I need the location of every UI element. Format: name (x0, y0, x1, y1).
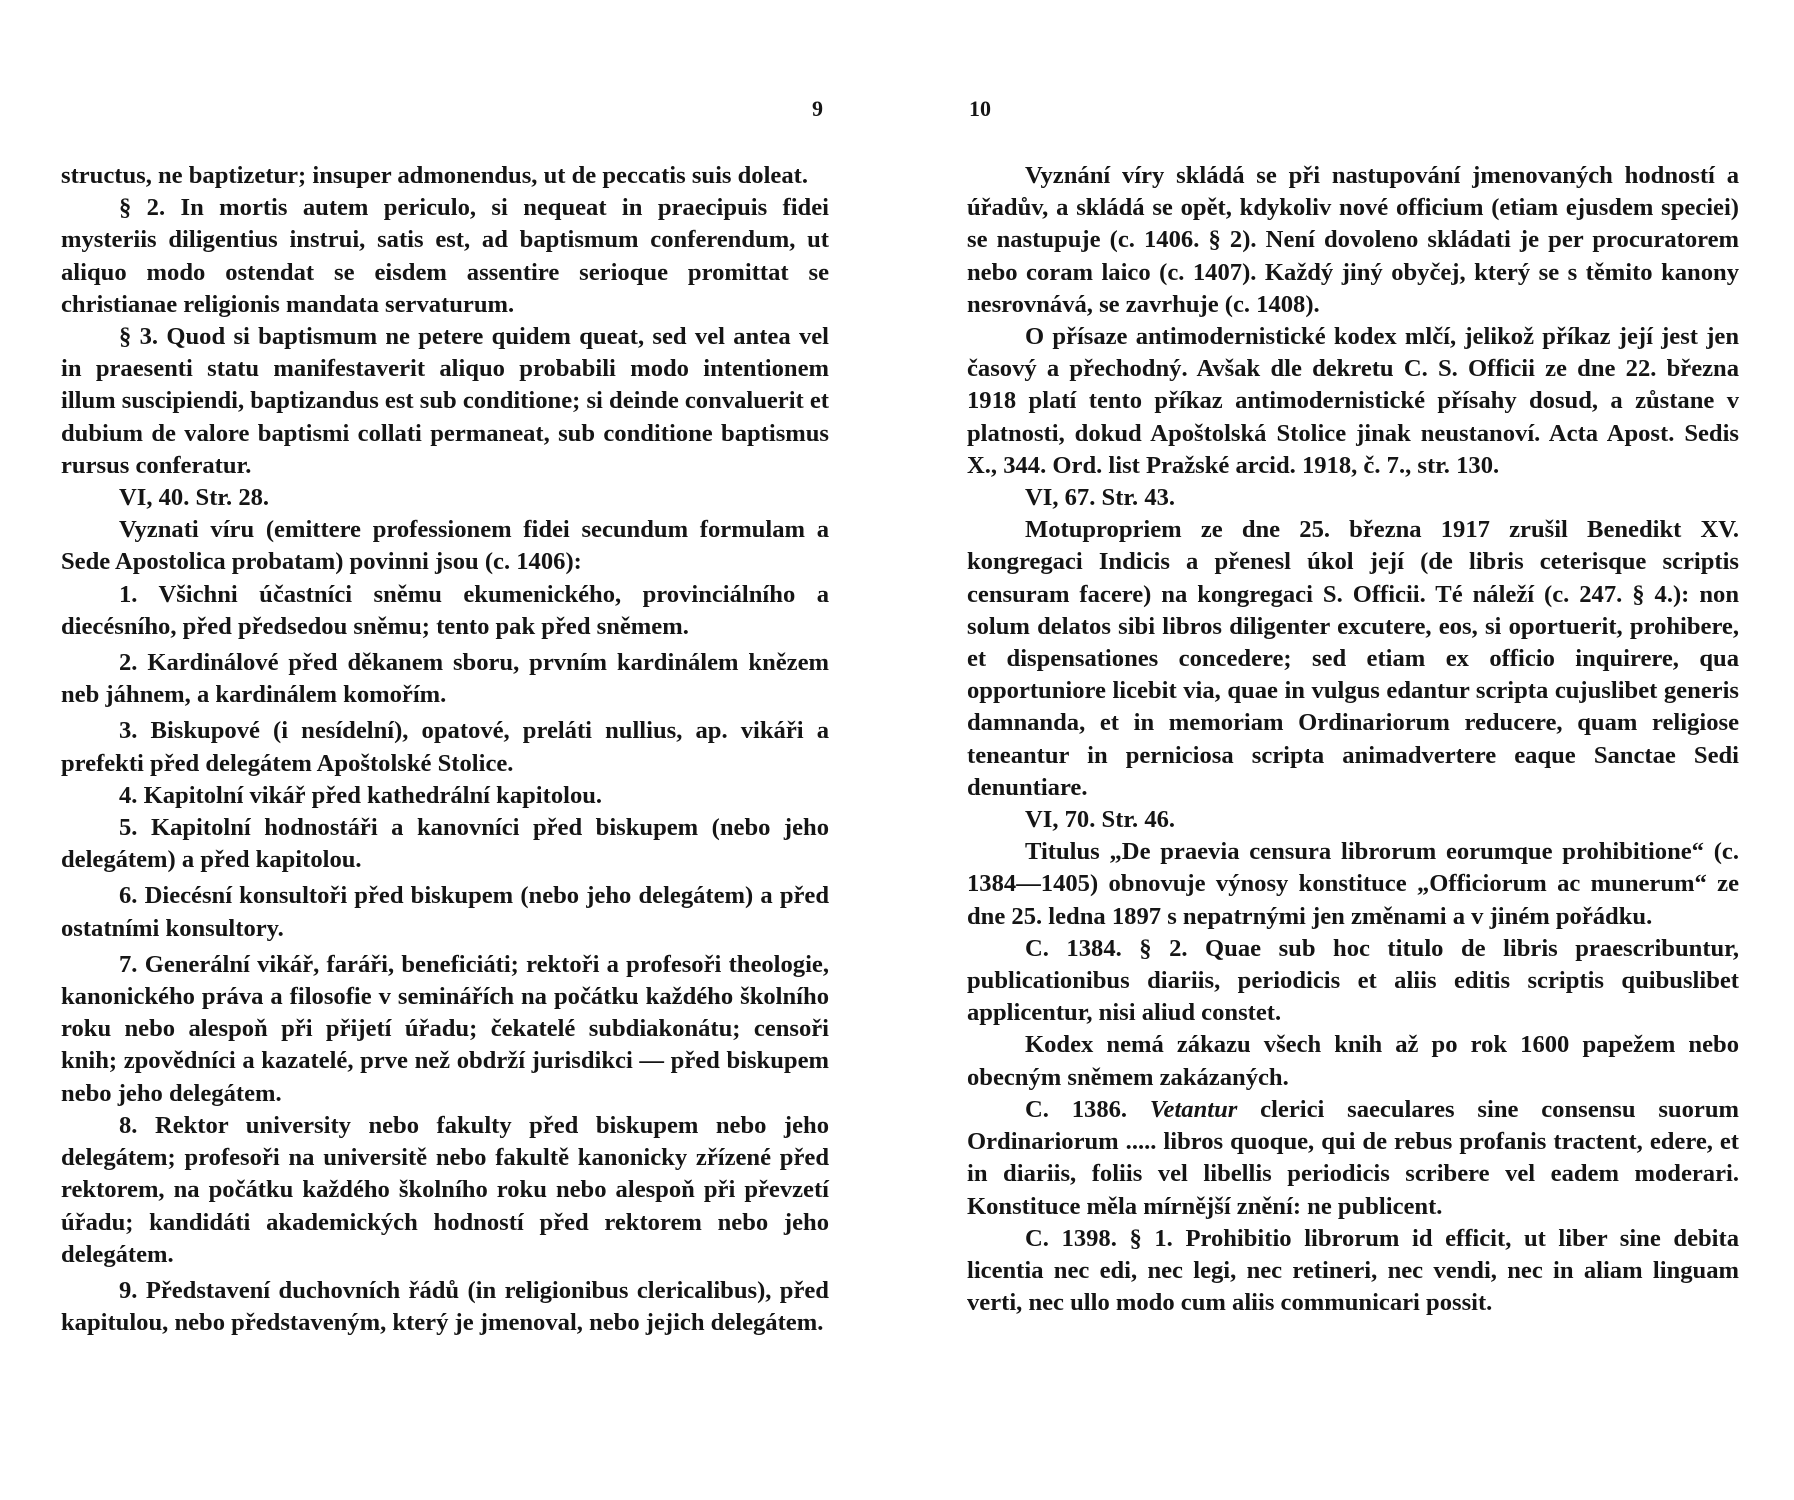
paragraph (967, 1094, 1739, 1223)
list-item: 7. Generální vikář, faráři, beneficiáti; rektoři a profesoři theologie, kanonického práva a filosofie v seminářích na počátku každého školního roku nebo alespoň při přijetí úřadu; čekatelé subdiakonátu; censoři knih; zpovědníci a kazatelé, prve než obdrží jurisdikci — před biskupem nebo jeho delegátem. (61, 950, 829, 1107)
page-number: 10 (969, 96, 991, 121)
right-page (900, 0, 1794, 1500)
right-page-text (967, 160, 1739, 1319)
list-item: 5. Kapitolní hodnostáři a kanovníci před biskupem (nebo jeho delegátem) a před kapitolou. (61, 814, 829, 874)
list-item: 3. Biskupové (i nesídelní), opatové, preláti nullius, ap. vikáři a prefekti před delegátem Apoštolské Stolice. (61, 717, 829, 777)
list-item: 8. Rektor university nebo fakulty před biskupem nebo jeho delegátem; profesoři na universitě nebo fakultě kanonicky zřízené před rektorem, na počátku každého školního roku nebo alespoň při převzetí úřadu; kandidáti akademických hodností před rektorem nebo jeho delegátem. (61, 1111, 829, 1268)
paragraph-rest: clerici saeculares sine consensu suorum Ordinariorum ..... libros quoque, qui de rebus profanis tractent, edere, et in diariis, foliis vel libellis periodicis scribere vel eadem moderari. Konstituce měla mírnější znění: ne publicent. (967, 1095, 1739, 1220)
paragraph: Motupropriem ze dne 25. března 1917 zrušil Benedikt XV. kongregaci Indicis a přenesl úkol její (de libris ceterisque scriptis censuram facere) na kongregaci S. Officii. Té náleží (c. 247. § 4.): non solum delatos sibi libros diligenter excutere, eos, si oportuerit, prohibere, et dispensationes concedere; sed etiam ex officio inquirere, qua opportuniore licebit via, quae in vulgus edantur scripta cujuslibet generis damnanda, et in memoriam Ordinariorum reducere, quam religiose teneantur in perniciosa scripta animadvertere eaque Sanctae Sedi denuntiare. (967, 516, 1739, 801)
paragraph: § 3. Quod si baptismum ne petere quidem queat, sed vel antea vel in praesenti statu manifestaverit aliquo probabili modo intentionem illum suscipiendi, baptizandus est sub conditione; si deinde convaluerit et dubium de valore baptismi collati permaneat, sub conditione baptismus rursus conferatur. (61, 323, 829, 479)
paragraph: Vyznati víru (emittere professionem fidei secundum formulam a Sede Apostolica probatam) povinni jsou (c. 1406): (61, 516, 829, 576)
list-item: 2. Kardinálové před děkanem sboru, prvním kardinálem knězem neb jáhnem, a kardinálem komořím. (61, 649, 829, 709)
list-item: 1. Všichni účastníci sněmu ekumenického, provinciálního a diecésního, před předsedou sněmu; tento pak před sněmem. (61, 580, 829, 640)
reference-line: VI, 67. Str. 43. (1025, 484, 1176, 512)
paragraph: Titulus „De praevia censura librorum eorumque prohibitione“ (c. 1384—1405) obnovuje výnosy konstituce „Officiorum ac munerum“ ze dne 25. ledna 1897 s nepatrnými jen změnami a v jiném pořádku. (967, 838, 1739, 930)
list-item: 6. Diecésní konsultoři před biskupem (nebo jeho delegátem) a před ostatními konsultory. (61, 882, 829, 942)
canon-number: C. 1386. (1025, 1095, 1150, 1123)
paragraph: C. 1384. § 2. Quae sub hoc titulo de libris praescribuntur, publicationibus diariis, periodicis et aliis editis scriptis quibuslibet applicentur, nisi aliud constet. (967, 934, 1739, 1027)
paragraph: § 2. In mortis autem periculo, si nequeat in praecipuis fidei mysteriis diligentius instrui, satis est, ad baptismum conferendum, ut aliquo modo ostendat se eisdem assentire serioque promittat se christianae religionis mandata servaturum. (61, 194, 829, 318)
paragraph: C. 1398. § 1. Prohibitio librorum id efficit, ut liber sine debita licentia nec edi, nec legi, nec retineri, nec vendi, nec in aliam linguam verti, nec ullo modo cum aliis communicari possit. (967, 1224, 1739, 1317)
page-number: 9 (812, 96, 823, 121)
paragraph: structus, ne baptizetur; insuper admonendus, ut de peccatis suis doleat. (61, 162, 808, 189)
list-item: 9. Představení duchovních řádů (in religionibus clericalibus), před kapitulou, nebo představeným, který je jmenoval, nebo jejich delegátem. (61, 1276, 829, 1337)
paragraph: Kodex nemá zákazu všech knih až po rok 1600 papežem nebo obecným sněmem zakázaných. (967, 1031, 1739, 1091)
italic-word: Vetantur (1149, 1095, 1238, 1123)
left-page-text (61, 160, 829, 1339)
reference-line: VI, 40. Str. 28. (119, 484, 270, 512)
reference-line: VI, 70. Str. 46. (1025, 806, 1176, 834)
paragraph: O přísaze antimodernistické kodex mlčí, jelikož příkaz její jest jen časový a přechodný. Avšak dle dekretu C. S. Officii ze dne 22. března 1918 platí tento příkaz antimodernistické přísahy dosud, a zůstane v platnosti, dokud Apoštolská Stolice jinak neustanoví. Acta Apost. Sedis X., 344. Ord. list Pražské arcid. 1918, č. 7., str. 130. (967, 323, 1739, 479)
list-item: 4. Kapitolní vikář před kathedrální kapitolou. (119, 781, 603, 809)
paragraph: Vyznání víry skládá se při nastupování jmenovaných hodností a úřadův, a skládá se opět, kdykoliv nové officium (etiam ejusdem speciei) se nastupuje (c. 1406. § 2). Není dovoleno skládati je per procuratorem nebo coram laico (c. 1407). Každý jiný obyčej, který se s těmito kanony nesrovnává, se zavrhuje (c. 1408). (967, 162, 1739, 318)
